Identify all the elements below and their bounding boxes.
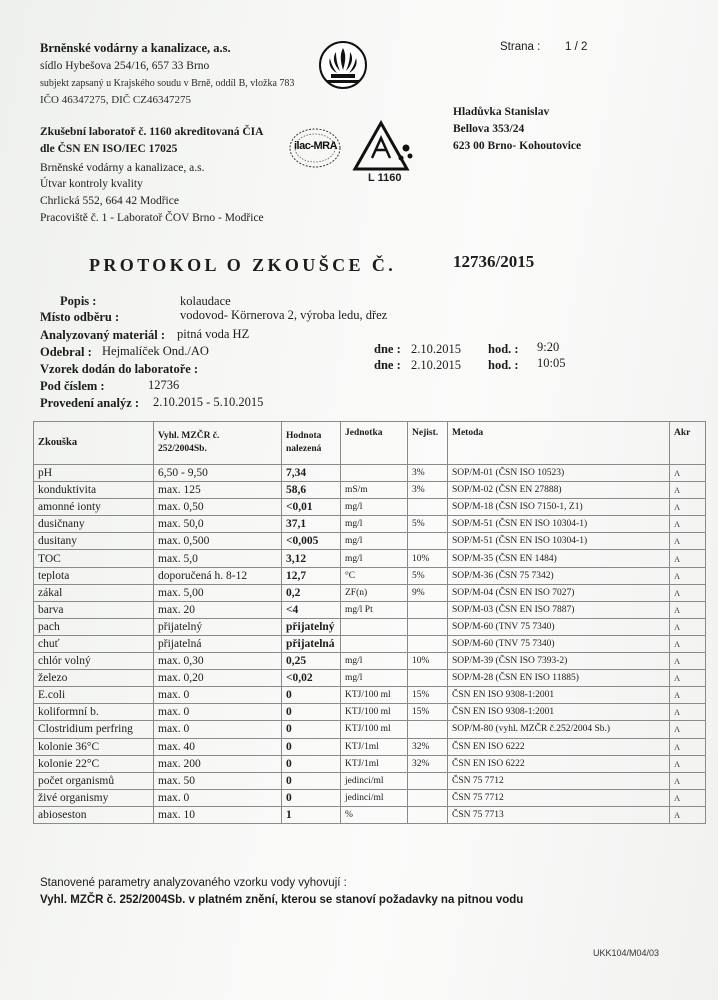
- misto-value: vodovod- Körnerova 2, výroba ledu, dřez: [180, 308, 388, 322]
- protocol-title: PROTOKOL O ZKOUŠCE Č.: [89, 255, 397, 275]
- table-row: [34, 789, 706, 806]
- cell-limit: max. 0: [154, 704, 282, 721]
- cell-limit: max. 0,30: [154, 653, 282, 670]
- table-row: [34, 653, 706, 670]
- cell-akr: A: [670, 533, 706, 550]
- cell-jednotka: jedinci/ml: [341, 772, 408, 789]
- table-row: [34, 670, 706, 687]
- table-row: [34, 482, 706, 499]
- cell-jednotka: mg/l: [341, 516, 408, 533]
- delivered-label: Vzorek dodán do laboratoře :: [40, 362, 199, 376]
- cell-nejist: [408, 499, 448, 516]
- cell-akr: A: [670, 806, 706, 823]
- fountain-logo-icon: [318, 40, 368, 90]
- cell-nejist: 10%: [408, 550, 448, 567]
- cell-zkouska: chlór volný: [34, 653, 154, 670]
- cell-hodnota: 3,12: [282, 550, 341, 567]
- cell-hodnota: 0: [282, 721, 341, 738]
- cell-nejist: 3%: [408, 482, 448, 499]
- cell-jednotka: [341, 465, 408, 482]
- cell-nejist: [408, 601, 448, 618]
- page-number: 1 / 2: [565, 41, 588, 53]
- header-metoda: Metoda: [448, 422, 670, 465]
- cell-zkouska: pH: [34, 465, 154, 482]
- ilac-mra-logo: [288, 126, 342, 170]
- sampling-date-label: dne :: [374, 342, 401, 356]
- cell-jednotka: mS/m: [341, 482, 408, 499]
- cell-hodnota: 0: [282, 755, 341, 772]
- popis-value: kolaudace: [180, 294, 231, 308]
- sample-number: 12736: [148, 378, 180, 392]
- ilac-label: ilac-MRA: [294, 140, 338, 152]
- cell-hodnota: přijatelný: [282, 618, 341, 635]
- cell-jednotka: mg/l Pt: [341, 601, 408, 618]
- lab-accreditation: Zkušební laboratoř č. 1160 akreditovaná ČIA: [40, 126, 264, 138]
- cell-zkouska: TOC: [34, 550, 154, 567]
- cell-limit: max. 5,00: [154, 584, 282, 601]
- cell-nejist: 15%: [408, 687, 448, 704]
- delivery-hour: 10:05: [537, 356, 566, 370]
- cell-nejist: [408, 618, 448, 635]
- cell-jednotka: KTJ/100 ml: [341, 704, 408, 721]
- table-row: [34, 704, 706, 721]
- cell-zkouska: železo: [34, 670, 154, 687]
- cell-metoda: ČSN 75 7713: [448, 806, 670, 823]
- company-name: Brněnské vodárny a kanalizace, a.s.: [40, 41, 231, 55]
- cell-jednotka: KTJ/1ml: [341, 755, 408, 772]
- cell-nejist: [408, 721, 448, 738]
- cell-hodnota: 0: [282, 704, 341, 721]
- table-row: [34, 738, 706, 755]
- header-nejist: Nejist.: [408, 422, 448, 465]
- cell-nejist: [408, 533, 448, 550]
- table-row: [34, 601, 706, 618]
- cell-akr: A: [670, 772, 706, 789]
- cell-metoda: SOP/M-35 (ČSN EN 1484): [448, 550, 670, 567]
- cell-limit: max. 50,0: [154, 516, 282, 533]
- delivery-date-label: dne :: [374, 358, 401, 372]
- conclusion-line2: Vyhl. MZČR č. 252/2004Sb. v platném znění, kterou se stanoví požadavky na pitnou vodu: [40, 894, 524, 906]
- cell-limit: max. 0: [154, 789, 282, 806]
- lab-workplace: Pracoviště č. 1 - Laboratoř ČOV Brno - Modřice: [40, 212, 264, 224]
- cell-zkouska: počet organismů: [34, 772, 154, 789]
- cell-zkouska: teplota: [34, 567, 154, 584]
- cell-jednotka: mg/l: [341, 653, 408, 670]
- cell-akr: A: [670, 567, 706, 584]
- cell-hodnota: 0: [282, 738, 341, 755]
- table-row: [34, 721, 706, 738]
- cell-hodnota: 12,7: [282, 567, 341, 584]
- cell-zkouska: E.coli: [34, 687, 154, 704]
- cell-jednotka: %: [341, 806, 408, 823]
- protocol-number: 12736/2015: [453, 252, 535, 271]
- results-table: [33, 421, 706, 824]
- cell-limit: max. 125: [154, 482, 282, 499]
- cell-limit: max. 0,20: [154, 670, 282, 687]
- cell-jednotka: °C: [341, 567, 408, 584]
- cell-hodnota: 0: [282, 687, 341, 704]
- cell-zkouska: barva: [34, 601, 154, 618]
- lab-standard: dle ČSN EN ISO/IEC 17025: [40, 143, 178, 155]
- table-row: [34, 755, 706, 772]
- cell-nejist: 32%: [408, 755, 448, 772]
- page-label: Strana :: [500, 41, 541, 53]
- cell-jednotka: KTJ/100 ml: [341, 687, 408, 704]
- lab-address: Chrlická 552, 664 42 Modřice: [40, 195, 179, 207]
- cell-jednotka: mg/l: [341, 550, 408, 567]
- cell-hodnota: 1: [282, 806, 341, 823]
- cell-zkouska: koliformní b.: [34, 704, 154, 721]
- cell-metoda: SOP/M-39 (ČSN ISO 7393-2): [448, 653, 670, 670]
- cell-akr: A: [670, 635, 706, 652]
- sample-number-label: Pod číslem :: [40, 379, 105, 393]
- cell-zkouska: pach: [34, 618, 154, 635]
- cell-nejist: [408, 806, 448, 823]
- header-jednotka: Jednotka: [341, 422, 408, 465]
- cell-jednotka: KTJ/100 ml: [341, 721, 408, 738]
- cell-metoda: SOP/M-03 (ČSN EN ISO 7887): [448, 601, 670, 618]
- cia-triangle-logo-icon: [352, 120, 414, 172]
- cell-hodnota: 58,6: [282, 482, 341, 499]
- cell-metoda: SOP/M-36 (ČSN 75 7342): [448, 567, 670, 584]
- cell-akr: A: [670, 789, 706, 806]
- company-ids: IČO 46347275, DIČ CZ46347275: [40, 94, 191, 106]
- misto-label: Místo odběru :: [40, 310, 120, 324]
- cell-hodnota: <0,01: [282, 499, 341, 516]
- delivery-hour-label: hod. :: [488, 358, 519, 372]
- cell-akr: A: [670, 618, 706, 635]
- header-zkouska: Zkouška: [34, 422, 154, 465]
- cell-zkouska: zákal: [34, 584, 154, 601]
- cell-nejist: [408, 772, 448, 789]
- cell-metoda: SOP/M-28 (ČSN EN ISO 11885): [448, 670, 670, 687]
- cell-limit: max. 0,500: [154, 533, 282, 550]
- cell-hodnota: <0,02: [282, 670, 341, 687]
- cell-limit: přijatelná: [154, 635, 282, 652]
- table-row: [34, 550, 706, 567]
- sampling-date: 2.10.2015: [411, 342, 461, 356]
- header-hodnota: Hodnota nalezená: [282, 422, 341, 465]
- table-row: [34, 567, 706, 584]
- cell-jednotka: jedinci/ml: [341, 789, 408, 806]
- cell-zkouska: kolonie 36°C: [34, 738, 154, 755]
- cell-zkouska: Clostridium perfring: [34, 721, 154, 738]
- lab-code: L 1160: [368, 172, 402, 184]
- cell-akr: A: [670, 601, 706, 618]
- cell-limit: max. 5,0: [154, 550, 282, 567]
- recipient-city: 623 00 Brno- Kohoutovice: [453, 140, 582, 152]
- cell-limit: max. 0: [154, 687, 282, 704]
- cell-hodnota: 0: [282, 789, 341, 806]
- cell-akr: A: [670, 653, 706, 670]
- cell-metoda: ČSN 75 7712: [448, 789, 670, 806]
- cell-nejist: 32%: [408, 738, 448, 755]
- cell-hodnota: přijatelná: [282, 635, 341, 652]
- cell-zkouska: dusitany: [34, 533, 154, 550]
- table-row: [34, 499, 706, 516]
- table-row: [34, 533, 706, 550]
- cell-metoda: SOP/M-51 (ČSN EN ISO 10304-1): [448, 533, 670, 550]
- cell-nejist: 3%: [408, 465, 448, 482]
- cell-limit: max. 0: [154, 721, 282, 738]
- company-register: subjekt zapsaný u Krajského soudu v Brně, oddíl B, vložka 783: [40, 78, 295, 89]
- cell-limit: max. 10: [154, 806, 282, 823]
- cell-jednotka: ZF(n): [341, 584, 408, 601]
- cell-zkouska: konduktivita: [34, 482, 154, 499]
- cell-zkouska: dusičnany: [34, 516, 154, 533]
- cell-nejist: [408, 789, 448, 806]
- cell-akr: A: [670, 499, 706, 516]
- cell-metoda: SOP/M-01 (ČSN ISO 10523): [448, 465, 670, 482]
- cell-metoda: ČSN EN ISO 6222: [448, 738, 670, 755]
- cell-akr: A: [670, 704, 706, 721]
- cell-limit: max. 20: [154, 601, 282, 618]
- cell-hodnota: <4: [282, 601, 341, 618]
- document-code: UKK104/M04/03: [593, 948, 660, 958]
- cell-metoda: SOP/M-51 (ČSN EN ISO 10304-1): [448, 516, 670, 533]
- recipient-name: Hladůvka Stanislav: [453, 106, 550, 118]
- lab-company: Brněnské vodárny a kanalizace, a.s.: [40, 162, 205, 174]
- cell-hodnota: 0,2: [282, 584, 341, 601]
- cell-jednotka: KTJ/1ml: [341, 738, 408, 755]
- cell-zkouska: chuť: [34, 635, 154, 652]
- recipient-street: Bellova 353/24: [453, 123, 525, 135]
- cell-akr: A: [670, 465, 706, 482]
- table-row: [34, 465, 706, 482]
- material-label: Analyzovaný materiál :: [40, 328, 165, 342]
- cell-metoda: SOP/M-02 (ČSN EN 27888): [448, 482, 670, 499]
- sampling-hour-label: hod. :: [488, 342, 519, 356]
- table-row: [34, 516, 706, 533]
- cell-jednotka: mg/l: [341, 533, 408, 550]
- table-row: [34, 635, 706, 652]
- table-row: [34, 687, 706, 704]
- company-address: sídlo Hybešova 254/16, 657 33 Brno: [40, 60, 210, 72]
- analysis-period-label: Provedení analýz :: [40, 396, 140, 410]
- lab-department: Útvar kontroly kvality: [40, 178, 143, 190]
- odebral-value: Hejmalíček Ond./AO: [102, 344, 209, 358]
- table-row: [34, 584, 706, 601]
- cell-akr: A: [670, 670, 706, 687]
- cell-metoda: SOP/M-80 (vyhl. MZČR č.252/2004 Sb.): [448, 721, 670, 738]
- cell-limit: max. 0,50: [154, 499, 282, 516]
- cell-zkouska: kolonie 22°C: [34, 755, 154, 772]
- cell-akr: A: [670, 738, 706, 755]
- cell-akr: A: [670, 687, 706, 704]
- cell-zkouska: živé organismy: [34, 789, 154, 806]
- cell-akr: A: [670, 755, 706, 772]
- table-row: [34, 618, 706, 635]
- table-header-row: [34, 422, 706, 465]
- cell-nejist: 5%: [408, 516, 448, 533]
- cell-akr: A: [670, 550, 706, 567]
- cell-zkouska: abioseston: [34, 806, 154, 823]
- analysis-period: 2.10.2015 - 5.10.2015: [153, 395, 264, 409]
- cell-limit: max. 200: [154, 755, 282, 772]
- table-row: [34, 806, 706, 823]
- cell-jednotka: [341, 635, 408, 652]
- header-limit: Vyhl. MZČR č. 252/2004Sb.: [154, 422, 282, 465]
- cell-hodnota: 7,34: [282, 465, 341, 482]
- cell-limit: 6,50 - 9,50: [154, 465, 282, 482]
- odebral-label: Odebral :: [40, 345, 92, 359]
- cell-nejist: 5%: [408, 567, 448, 584]
- cell-limit: max. 40: [154, 738, 282, 755]
- cell-metoda: SOP/M-60 (TNV 75 7340): [448, 635, 670, 652]
- cell-jednotka: mg/l: [341, 670, 408, 687]
- cell-nejist: 9%: [408, 584, 448, 601]
- cell-metoda: SOP/M-04 (ČSN EN ISO 7027): [448, 584, 670, 601]
- cell-akr: A: [670, 482, 706, 499]
- cell-metoda: ČSN EN ISO 6222: [448, 755, 670, 772]
- cell-limit: doporučená h. 8-12: [154, 567, 282, 584]
- cell-metoda: ČSN 75 7712: [448, 772, 670, 789]
- cell-metoda: ČSN EN ISO 9308-1:2001: [448, 704, 670, 721]
- cell-zkouska: amonné ionty: [34, 499, 154, 516]
- material-value: pitná voda HZ: [177, 327, 250, 341]
- cell-akr: A: [670, 721, 706, 738]
- header-akr: Akr: [670, 422, 706, 465]
- cell-hodnota: 0,25: [282, 653, 341, 670]
- cell-hodnota: 0: [282, 772, 341, 789]
- table-row: [34, 772, 706, 789]
- cell-nejist: 10%: [408, 653, 448, 670]
- cell-metoda: ČSN EN ISO 9308-1:2001: [448, 687, 670, 704]
- cell-jednotka: [341, 618, 408, 635]
- delivery-date: 2.10.2015: [411, 358, 461, 372]
- conclusion-line1: Stanovené parametry analyzovaného vzorku vody vyhovují :: [40, 877, 347, 889]
- cell-metoda: SOP/M-60 (TNV 75 7340): [448, 618, 670, 635]
- cell-limit: max. 50: [154, 772, 282, 789]
- cell-limit: přijatelný: [154, 618, 282, 635]
- cell-nejist: [408, 670, 448, 687]
- cell-nejist: [408, 635, 448, 652]
- cell-nejist: 15%: [408, 704, 448, 721]
- cell-hodnota: 37,1: [282, 516, 341, 533]
- cell-jednotka: mg/l: [341, 499, 408, 516]
- cell-hodnota: <0,005: [282, 533, 341, 550]
- cell-akr: A: [670, 516, 706, 533]
- sampling-hour: 9:20: [537, 340, 560, 354]
- popis-label: Popis :: [60, 294, 97, 308]
- cell-metoda: SOP/M-18 (ČSN ISO 7150-1, Z1): [448, 499, 670, 516]
- cell-akr: A: [670, 584, 706, 601]
